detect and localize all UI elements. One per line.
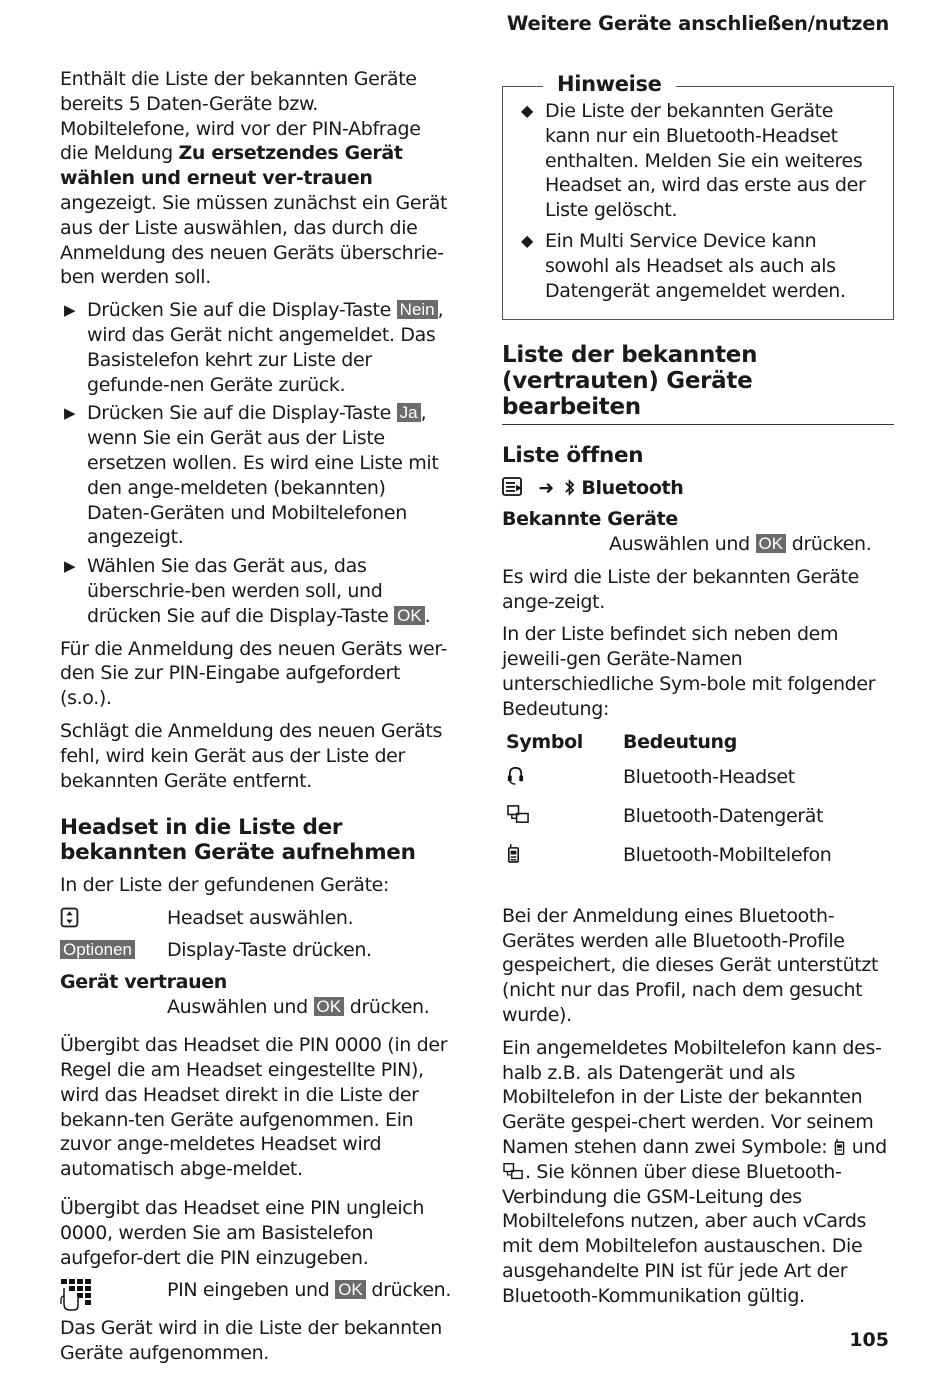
pin-entry-row: PIN eingeben und OK drücken. [60, 1278, 452, 1312]
note-item: ◆ Ein Multi Service Device kann sowohl als Headset als auch als Datengerät angemeldet werden. [521, 229, 846, 302]
triangle-bullet-icon: ▶ [64, 301, 76, 320]
diamond-bullet-icon: ◆ [521, 230, 533, 250]
symbol-table [502, 730, 832, 882]
message-text: Zu ersetzendes Gerät wählen und erneut ver-trauen [60, 142, 403, 190]
intro-paragraph: Enthält die Liste der bekannten Geräte bereits 5 Daten-Geräte bzw. Mobiltelefone, wird vor der PIN-Abfrage die Meldung Zu ersetzendes Gerät wählen und erneut ver-trauen angezeigt. Sie müssen zunächst ein Gerät aus der Liste auswählen, das durch die Anmeldung des neuen Geräts überschrie-ben werden soll. [60, 68, 448, 289]
pin-paragraph: Für die Anmeldung des neuen Geräts wer-den Sie zur PIN-Eingabe aufgefordert (s.o.). [60, 637, 448, 710]
data-device-icon [502, 1162, 525, 1181]
page-number: 105 [849, 1329, 889, 1351]
display-key-nein: Nein [397, 300, 438, 319]
table-header-row [502, 730, 832, 766]
step-item: ▶ Drücken Sie auf die Display-Taste Ja , wenn Sie ein Gerät aus der Liste ersetzen wollen. Es wird eine Liste mit den ange-meldeten (bekannten) Daten-Geräten und Mobiltelefonen angezeigt. [64, 402, 439, 549]
data-device-icon [506, 804, 531, 825]
headset-heading: Headset in die Liste der bekannten Geräte aufnehmen [60, 815, 416, 866]
section-heading-block [502, 342, 894, 425]
menu-icon [502, 477, 524, 497]
right-column [502, 67, 894, 1316]
table-cell-meaning: Bluetooth-Headset [623, 766, 795, 789]
known-devices-instruction: Auswählen und OK drücken. [609, 532, 872, 555]
diamond-bullet-icon: ◆ [521, 101, 533, 120]
trust-instruction: Auswählen und OK drücken. [167, 995, 430, 1018]
pin-0000-paragraph: Übergibt das Headset die PIN 0000 (in der Regel die am Headset eingestellte PIN), wird das Headset direkt in die Liste der bekann-ten Geräte aufgenommen. Ein zuvor ange-meldetes Headset wird automatisch abge-meldet. [60, 1034, 448, 1181]
left-column [60, 67, 452, 1374]
symbols-paragraph: In der Liste befindet sich neben dem jeweili-gen Geräte-Namen unterschiedliche Sym-bole mit folgender Bedeutung: [502, 623, 876, 720]
display-key-ok: OK [314, 997, 345, 1016]
bluetooth-icon [564, 478, 575, 497]
table-row [502, 843, 832, 882]
mobile-phone-icon [833, 1138, 846, 1156]
mobile-paragraph: Ein angemeldetes Mobiltelefon kann des-halb z.B. als Datengerät und als Mobiltelefon in der Liste der bekannten Geräte gespei-chert werden. Vor seinem Namen stehen dann zwei Symbole: und . Sie können über diese Bluetooth-Verbindung die GSM-Leitung des Mobiltelefons nutzen, aber auch vCards mit dem Mobiltelefon austauschen. Die ausgehandelte PIN ist für jede Art der Bluetooth-Kommunikation gültig. [502, 1036, 887, 1307]
notes-box [502, 72, 894, 320]
trust-label: Gerät vertrauen [60, 970, 227, 993]
step-item: ▶ Wählen Sie das Gerät aus, das überschrie-ben werden soll, und drücken Sie auf die Display-Taste OK . [64, 555, 431, 627]
pin-not-0000-paragraph: Übergibt das Headset eine PIN ungleich 0000, werden Sie am Basistelefon aufgefor-dert die PIN einzugeben. [60, 1197, 425, 1269]
display-key-ok: OK [335, 1280, 366, 1299]
mobile-phone-icon [506, 843, 521, 864]
display-key-optionen: Optionen [60, 940, 135, 959]
table-cell-meaning: Bluetooth-Datengerät [623, 805, 824, 828]
display-key-ok: OK [756, 534, 787, 553]
fail-paragraph: Schlägt die Anmeldung des neuen Geräts fehl, wird kein Gerät aus der Liste der bekannten Geräte entfernt. [60, 719, 442, 792]
list-shown-paragraph: Es wird die Liste der bekannten Geräte ange-zeigt. [502, 565, 860, 613]
triangle-bullet-icon: ▶ [64, 557, 76, 576]
table-row [502, 765, 832, 804]
table-cell-meaning: Bluetooth-Mobiltelefon [623, 843, 832, 866]
select-headset-row: Headset auswählen. [60, 906, 452, 931]
page-header: Weitere Geräte anschließen/nutzen [506, 12, 889, 35]
navigation-key-icon [60, 907, 79, 928]
options-row: Optionen Display-Taste drücken. [60, 938, 452, 963]
table-row [502, 804, 832, 843]
column-header-meaning: Bedeutung [623, 730, 737, 753]
notes-title: Hinweise [543, 72, 676, 97]
arrow-right-icon: ➜ [538, 477, 554, 500]
step-item: ▶ Drücken Sie auf die Display-Taste Nein , wird das Gerät nicht angemeldet. Das Basistelefon kehrt zur Liste der gefunde-nen Geräte zurück. [64, 299, 444, 396]
keypad-icon [60, 1278, 94, 1312]
open-list-heading: Liste öffnen [502, 443, 644, 469]
triangle-bullet-icon: ▶ [64, 404, 76, 423]
section-heading: Liste der bekannten (vertrauten) Geräte bearbeiten [502, 342, 758, 421]
profiles-paragraph: Bei der Anmeldung eines Bluetooth-Gerätes werden alle Bluetooth-Profile gespeichert, die dieses Gerät unterstützt (nicht nur das Profil, nach dem gesucht wurde). [502, 904, 879, 1026]
note-item: ◆ Die Liste der bekannten Geräte kann nur ein Bluetooth-Headset enthalten. Melden Sie ein weiteres Headset an, wird das erste aus der Liste gelöscht. [521, 100, 866, 222]
device-added-paragraph: Das Gerät wird in die Liste der bekannten Geräte aufgenommen. [60, 1317, 442, 1365]
menu-path: ➜ Bluetooth [502, 476, 894, 501]
step-list [60, 298, 452, 628]
display-key-ja: Ja [397, 403, 421, 422]
known-devices-label: Bekannte Geräte [502, 508, 678, 531]
display-key-ok: OK [394, 606, 425, 625]
column-header-symbol: Symbol [506, 730, 583, 753]
headset-icon [506, 765, 525, 786]
in-list-text: In der Liste der gefundenen Geräte: [60, 874, 390, 897]
